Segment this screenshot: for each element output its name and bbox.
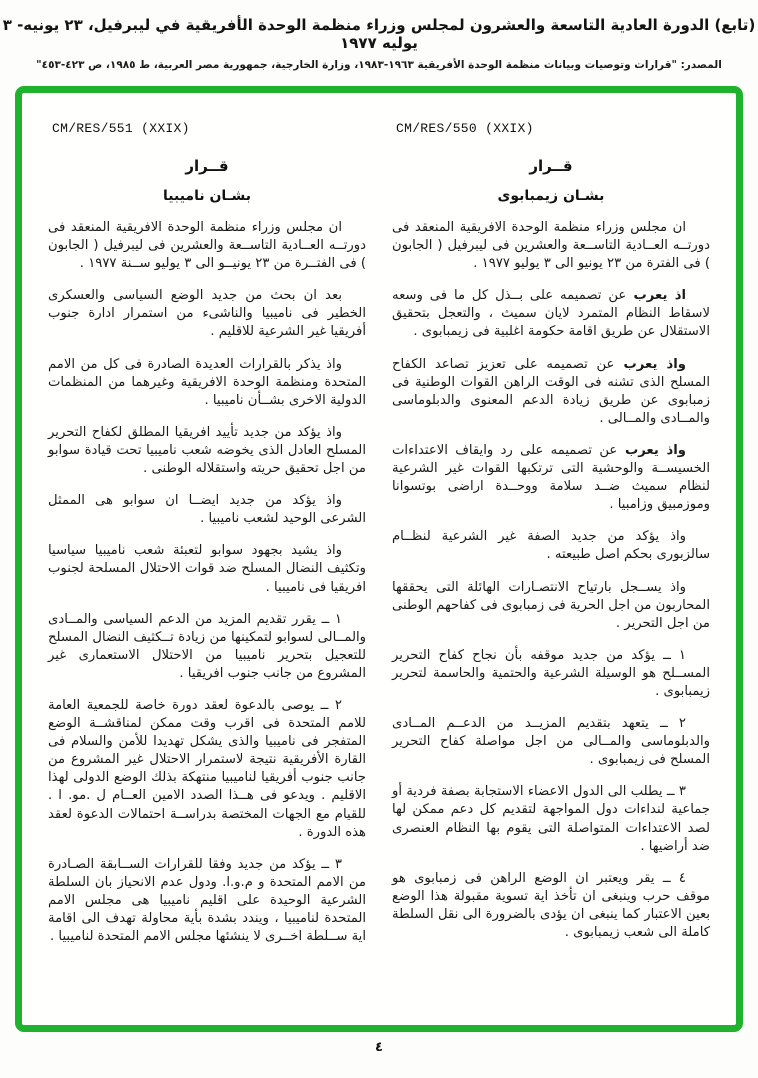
resolution-paragraph: واذ يســجل بارتياح الانتصـارات الهائلة التى يحققها المحاربون من اجل الحرية فى زمبابوى فى كفاحهم الوطنى من اجل التحرير .: [392, 579, 710, 631]
resolution-paragraph: بعد ان بحث من جديد الوضع السياسى والعسكرى الخطير فى ناميبيا والناشىء من استمرار ادارة جنوب أفريقيا غير الشرعية للاقليم .: [48, 288, 366, 340]
resolution-paragraph: ان مجلس وزراء منظمة الوحدة الافريقية المنعقد فى دورتــه العــادية التاســعة والعشرين فى ليبرفيل ( الجابون ) فى الفترة من ٢٣ يونيو الى ٣ يوليو ١٩٧٧ .: [392, 220, 710, 272]
paragraph-lead: واذ يعرب: [614, 356, 686, 372]
resolution-551-column: [48, 107, 366, 1015]
two-column-layout: [48, 107, 710, 1015]
resolution-550-body: [392, 219, 710, 942]
resolution-paragraph: واذ يعرب عن تصميمه على تعزيز تصاعد الكفاح المسلح الذى تشنه فى الوقت الراهن القوات الوطنية فى زمبابوى عن طريق زيادة الدعم المعنوى والدبلوماسى والمــادى والمــالى .: [392, 356, 710, 426]
resolution-paragraph: واذ يذكر بالقرارات العديدة الصادرة فى كل من الامم المتحدة ومنظمة الوحدة الافريقية وغيرهما من المنظمات الدولية الاخرى بشــأن ناميبيا .: [48, 356, 366, 408]
resolution-paragraph: ٣ ــ يطلب الى الدول الاعضاء الاستجابة بصفة فردية أو جماعية لنداءات دول المواجهة لتقديم كل دعم ممكن لها لصد الاعتداءات المتواصلة التى يقوم بها النظام العنصرى ضد أراضيها .: [392, 784, 710, 854]
source-citation: المصدر: "قرارات وتوصيات وبيانات منظمة الوحدة الأفريقية ١٩٦٣-١٩٨٣، وزارة الخارجية، جمهورية مصر العربية، ط ١٩٨٥، ص ٤٢٣-٤٥٣": [36, 59, 722, 71]
resolution-550-number: CM/RES/550 (XXIX): [396, 121, 534, 136]
resolution-paragraph: اذ يعرب عن تصميمه على بــذل كل ما فى وسعه لاسقاط النظام المتمرد لايان سميث ، والتعجل بتحقيق الاستقلال عن طريق اقامة حكومة اغلبية فى زيمبابوى .: [392, 288, 710, 340]
session-title: (تابع) الدورة العادية التاسعة والعشرون لمجلس وزراء منظمة الوحدة الأفريقية في ليبرفيل، ٢٣ يونيه- ٣ يوليه ١٩٧٧: [2, 16, 756, 52]
resolution-paragraph: ٢ ــ يوصى بالدعوة لعقد دورة خاصة للجمعية العامة للامم المتحدة فى اقرب وقت ممكن لمناقشــة الوضع المتفجر فى ناميبيا والذى يشكل تهديدا للأمن والسلام فى القارة الأفريقية نتيجة لاستمرار الاحتلال غير المشروع من جانب جنوب أفريقيا لناميبيا منتهكة بذلك الوضع الدولى لهذا الاقليم . ويدعو فى هــذا الصدد الامين العــام ل .مو. ا . للقيام مع الجهات المختصة بدراســة احتمالات الدعوة لعقد هذه الدورة .: [48, 697, 366, 840]
resolution-paragraph: واذ يؤكد من جديد الصفة غير الشرعية لنظــام سالزبورى بحكم اصل طبيعته .: [392, 529, 710, 563]
resolution-paragraph: ٤ ــ يقر ويعتبر ان الوضع الراهن فى زمبابوى هو موقف حرب وينبغى ان تأخذ اية تسوية مقبولة هذا الوضع بعين الاعتبار كما ينبغى ان يؤدى بالضرورة الى نقل السلطة كاملة الى شعب زيمبابوى .: [392, 870, 710, 940]
resolution-550-subtitle: بشـان زيمبابوى: [497, 188, 605, 204]
resolution-paragraph: واذ يؤكد من جديد ايضــا ان سوابو هى الممثل الشرعى الوحيد لشعب ناميبيا .: [48, 493, 366, 527]
resolution-551-number: CM/RES/551 (XXIX): [52, 121, 190, 136]
resolution-paragraph: ١ ــ يؤكد من جديد موقفه بأن نجاح كفاح التحرير المســلح هو الوسيلة الشرعية والحتمية والحاسمة لتحرير زيمبابوى .: [392, 647, 710, 699]
resolution-paragraph: ١ ــ يقرر تقديم المزيد من الدعم السياسى والمــادى والمــالى لسوابو لتمكينها من زيادة تــكثيف النضال المسلح للتعجيل بتحرير ناميبيا من الاحتلال الاستعمارى غير المشروع من جانب جنوب افريقيا .: [48, 611, 366, 681]
resolutions-frame: [15, 86, 743, 1032]
resolution-551-body: [48, 219, 366, 946]
paragraph-lead: واذ يعرب: [617, 442, 686, 458]
resolution-550-title: قــرار: [529, 157, 573, 175]
resolution-paragraph: ان مجلس وزراء منظمة الوحدة الافريقية المنعقد فى دورتــه العــادية التاســعة والعشرين فى ليبرفيل ( الجابون ) فى الفتــرة من ٢٣ يونيــو الى ٣ يوليو ســنة ١٩٧٧ .: [48, 220, 366, 272]
resolution-550-column: [392, 107, 710, 1015]
resolution-551-subtitle: بشـان ناميبيا: [163, 188, 251, 204]
resolution-paragraph: ٢ ــ يتعهد بتقديم المزيــد من الدعــم المــادى والدبلوماسى والمــالى من اجل مواصلة كفاح التحرير المسلح فى زيمبابوى .: [392, 716, 710, 768]
resolution-paragraph: واذ يؤكد من جديد تأييد افريقيا المطلق لكفاح التحرير المسلح العادل الذى يخوضه شعب ناميبيا تحت قيادة سوابو من اجل تحقيق حريته واستقلاله الوطنى .: [48, 424, 366, 477]
resolution-paragraph: ٣ ــ يؤكد من جديد وفقا للقرارات الســابقة الصـادرة من الامم المتحدة و م.و.ا. ودول عدم الانحياز بان السلطة الشرعية الوحيدة على اقليم ناميبيا هى مجلس الامم المتحدة لناميبيا ، ويندد بشدة بأية محاولة تهدف الى اقامة اية ســلطة اخــرى لا ينشئها مجلس الامم المتحدة لناميبيا .: [48, 856, 366, 945]
document-header: [0, 16, 758, 71]
resolution-paragraph: واذ يشيد بجهود سوابو لتعبئة شعب ناميبيا سياسيا وتكثيف النضال المسلح ضد قوات الاحتلال المسلحة لجنوب افريقيا فى ناميبيا .: [48, 543, 366, 595]
resolution-551-title: قــرار: [185, 157, 229, 175]
resolution-paragraph: واذ يعرب عن تصميمه على رد وايقاف الاعتداءات الخسيســة والوحشية التى ترتكبها القوات غير الشرعية لنظام سميث ضــد سلامة ووحــدة اراضى بوتسوانا وموزمبيق وزامبيا .: [392, 442, 710, 513]
page-number: ٤: [375, 1040, 383, 1055]
paragraph-lead: اذ يعرب: [626, 288, 686, 304]
